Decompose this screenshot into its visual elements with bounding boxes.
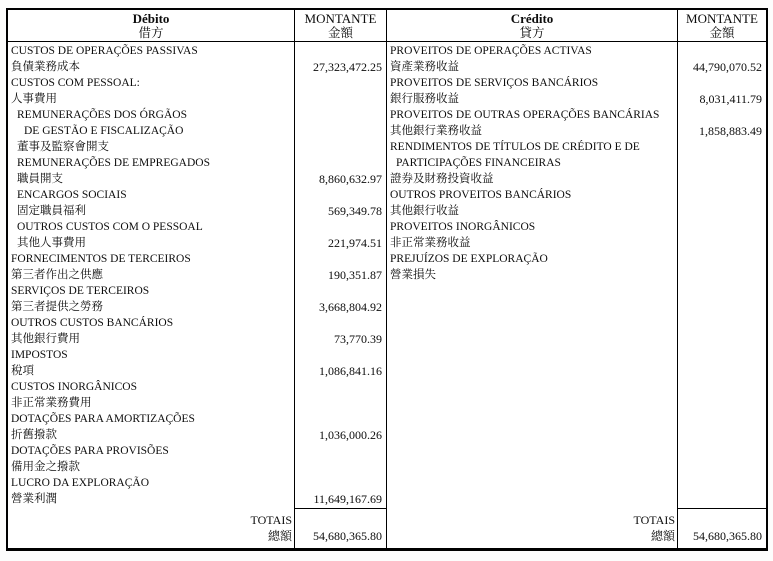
- table-row-label: 第三者提供之勞務: [11, 301, 103, 313]
- table-row-label: 其他銀行費用: [11, 333, 80, 345]
- table-row-label: OUTROS PROVEITOS BANCÁRIOS: [390, 189, 572, 201]
- table-row-amount: 3,668,804.92: [319, 300, 382, 314]
- table-row-label: REMUNERAÇÕES DE EMPREGADOS: [17, 157, 210, 169]
- table-row-amount: 221,974.51: [328, 236, 382, 250]
- table-row-label: 其他銀行業務收益: [390, 125, 482, 137]
- credit-total-value: 54,680,365.80: [678, 508, 766, 548]
- table-row-amount: [295, 43, 386, 59]
- totals-label-zh: 總額: [267, 529, 292, 543]
- table-row-label: 人事費用: [11, 93, 57, 105]
- table-row-amount: [295, 443, 386, 459]
- table-row-amount: 27,323,472.25: [313, 60, 382, 74]
- debit-amount-rows: [295, 43, 386, 507]
- table-row-label: 董事及監察會開支: [17, 141, 109, 153]
- table-row-amount: 1,858,883.49: [699, 124, 762, 138]
- table-row-amount: [295, 347, 386, 363]
- table-row-amount: [295, 315, 386, 331]
- table-row-amount: [295, 219, 386, 235]
- table-row-amount: [295, 395, 386, 411]
- debit-total-value: 54,680,365.80: [295, 508, 386, 548]
- credit-items-column: [386, 42, 677, 548]
- table-row-label: CUSTOS DE OPERAÇÕES PASSIVAS: [11, 45, 198, 57]
- table-row-label: 稅項: [11, 365, 34, 377]
- table-row-label: CUSTOS COM PESSOAL:: [11, 77, 140, 89]
- table-row-label: PROVEITOS DE OUTRAS OPERAÇÕES BANCÁRIAS: [390, 109, 660, 121]
- header-debit-zh: 借方: [138, 26, 164, 40]
- table-row-amount: [295, 379, 386, 395]
- table-row-label: DE GESTÃO E FISCALIZAÇÃO: [24, 125, 184, 137]
- table-row-amount: [678, 139, 766, 155]
- table-row-label: DOTAÇÕES PARA AMORTIZAÇÕES: [11, 413, 195, 425]
- header-credit-zh: 貸方: [519, 26, 545, 40]
- table-row-label: 證券及財務投資收益: [390, 173, 494, 185]
- credit-amount-column: [677, 42, 766, 548]
- table-row-amount: 190,351.87: [328, 268, 382, 282]
- credit-amount-rows: [678, 43, 766, 283]
- header-debit-amount-pt: MONTANTE: [304, 11, 377, 26]
- header-debit: [8, 10, 294, 42]
- table-row-amount: 1,086,841.16: [319, 364, 382, 378]
- table-row-label: SERVIÇOS DE TERCEIROS: [11, 285, 150, 297]
- table-row-label: 非正常業務費用: [11, 397, 92, 409]
- table-row-label: RENDIMENTOS DE TÍTULOS DE CRÉDITO E DE: [390, 141, 640, 153]
- table-row-label: 負債業務成本: [11, 61, 80, 73]
- table-row-label: OUTROS CUSTOS BANCÁRIOS: [11, 317, 174, 329]
- totals-label-zh: 總額: [650, 529, 675, 543]
- table-row-label: 其他人事費用: [17, 237, 86, 249]
- table-row-label: 營業損失: [390, 269, 436, 281]
- income-statement-table: [6, 8, 768, 551]
- table-row-amount: [678, 235, 766, 251]
- table-row-label: LUCRO DA EXPLORAÇÃO: [11, 477, 150, 489]
- table-row-amount: [295, 187, 386, 203]
- table-row-amount: [295, 251, 386, 267]
- header-credit: [386, 10, 677, 42]
- table-row-amount: 44,790,070.52: [693, 60, 762, 74]
- header-credit-amount-pt: MONTANTE: [686, 11, 758, 26]
- credit-totals-label: [387, 508, 677, 548]
- table-row-amount: 569,349.78: [328, 204, 382, 218]
- table-row-label: 折舊撥款: [11, 429, 57, 441]
- header-debit-pt: Débito: [132, 11, 170, 26]
- table-row-label: 固定職員福利: [17, 205, 86, 217]
- table-row-label: PROVEITOS DE OPERAÇÕES ACTIVAS: [390, 45, 592, 57]
- table-row-label: ENCARGOS SOCIAIS: [17, 189, 127, 201]
- table-row-amount: 11,649,167.69: [313, 492, 382, 506]
- table-row-label: 職員開支: [17, 173, 63, 185]
- table-row-label: 資產業務收益: [390, 61, 459, 73]
- header-debit-amount-zh: 金額: [327, 26, 353, 40]
- table-row-amount: [295, 459, 386, 475]
- table-row-label: 非正常業務收益: [390, 237, 471, 249]
- totals-label-pt: TOTAIS: [250, 513, 292, 527]
- table-row-amount: 1,036,000.26: [319, 428, 382, 442]
- table-row-amount: [678, 107, 766, 123]
- table-row-label: REMUNERAÇÕES DOS ÓRGÃOS: [17, 109, 187, 121]
- table-row-amount: 8,860,632.97: [319, 172, 382, 186]
- table-row-label: PROVEITOS INORGÂNICOS: [390, 221, 536, 233]
- table-row-amount: [678, 171, 766, 187]
- table-row-label: 銀行服務收益: [390, 93, 459, 105]
- debit-amount-column: [294, 42, 386, 548]
- table-row-amount: [678, 155, 766, 171]
- table-row-label: PROVEITOS DE SERVIÇOS BANCÁRIOS: [390, 77, 599, 89]
- debit-totals-label: [8, 508, 294, 548]
- table-row-amount: [295, 411, 386, 427]
- header-credit-amount-zh: 金額: [709, 26, 735, 40]
- table-row-label: DOTAÇÕES PARA PROVISÕES: [11, 445, 169, 457]
- table-row-label: IMPOSTOS: [11, 349, 68, 361]
- table-row-label: OUTROS CUSTOS COM O PESSOAL: [17, 221, 203, 233]
- table-row-amount: [678, 187, 766, 203]
- table-row-amount: 8,031,411.79: [699, 92, 762, 106]
- table-row-label: 第三者作出之供應: [11, 269, 103, 281]
- totals-label-pt: TOTAIS: [633, 513, 675, 527]
- table-row-amount: [678, 203, 766, 219]
- table-row-amount: [678, 43, 766, 59]
- table-row-amount: [295, 107, 386, 123]
- debit-rows: [8, 43, 294, 507]
- table-row-amount: [295, 139, 386, 155]
- table-row-amount: [295, 91, 386, 107]
- table-row-amount: [295, 155, 386, 171]
- table-row-amount: 73,770.39: [334, 332, 382, 346]
- table-row-label: PARTICIPAÇÕES FINANCEIRAS: [396, 157, 561, 169]
- debit-items-column: [8, 42, 294, 548]
- header-credit-amount: [677, 10, 766, 42]
- table-row-amount: [295, 475, 386, 491]
- credit-rows: [387, 43, 677, 283]
- table-row-label: FORNECIMENTOS DE TERCEIROS: [11, 253, 191, 265]
- credit-column-spacer: [387, 283, 677, 508]
- table-row-amount: [295, 75, 386, 91]
- table-row-amount: [678, 219, 766, 235]
- header-debit-amount: [294, 10, 386, 42]
- table-row-amount: [295, 283, 386, 299]
- table-row-label: 備用金之撥款: [11, 461, 80, 473]
- table-row-label: CUSTOS INORGÂNICOS: [11, 381, 137, 393]
- table-row-amount: [678, 75, 766, 91]
- table-row-amount: [678, 267, 766, 283]
- credit-amount-spacer: [678, 283, 766, 508]
- header-credit-pt: Crédito: [510, 11, 554, 26]
- table-row-label: 其他銀行收益: [390, 205, 459, 217]
- table-row-label: PREJUÍZOS DE EXPLORAÇÃO: [390, 253, 548, 265]
- table-row-label: 營業利潤: [11, 493, 57, 505]
- table-row-amount: [295, 123, 386, 139]
- table-row-amount: [678, 251, 766, 267]
